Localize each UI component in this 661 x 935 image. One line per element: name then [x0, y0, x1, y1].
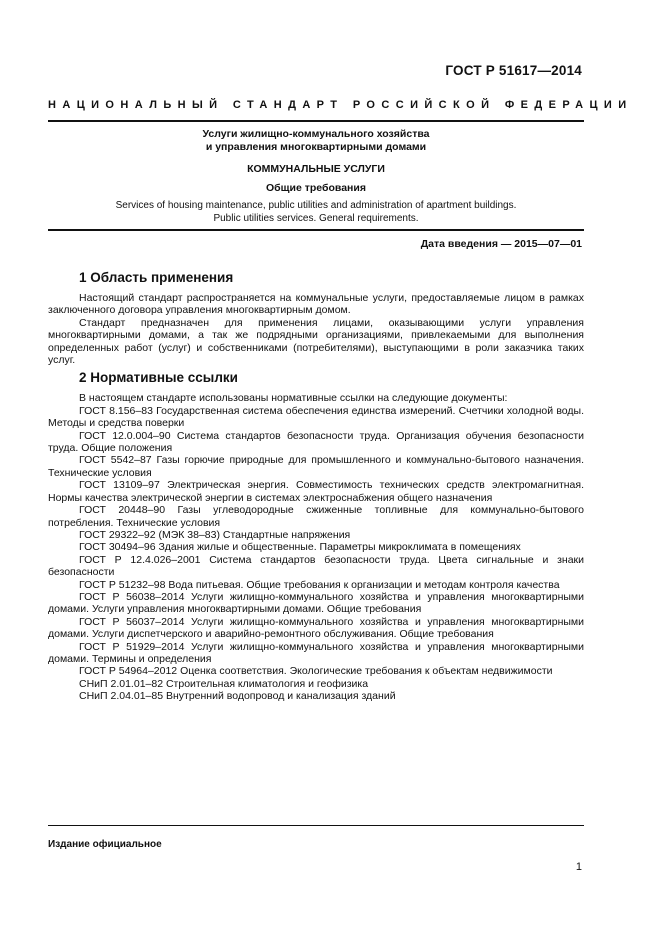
title-line-2: и управления многоквартирными домами: [205, 140, 427, 153]
reference-item: ГОСТ 13109–97 Электрическая энергия. Совместимость технических средств электромагнитная. Нормы качества электрической энергии в системах электроснабжения общего назначения: [48, 479, 584, 504]
page-number: 1: [575, 861, 582, 873]
reference-item: ГОСТ 8.156–83 Государственная система обеспечения единства измерений. Счетчики холодной воды. Методы и средства поверки: [48, 404, 584, 430]
reference-item: ГОСТ Р 54964–2012 Оценка соответствия. Экологические требования к объектам недвижимости: [79, 665, 553, 678]
reference-item: ГОСТ 5542–87 Газы горючие природные для промышленного и коммунально-бытового назначения. Технические условия: [48, 454, 584, 479]
reference-item: ГОСТ Р 51929–2014 Услуги жилищно-коммунального хозяйства и управления многоквартирными домами. Термины и определения: [48, 640, 584, 665]
official-edition-label: Издание официальное: [48, 839, 162, 850]
introduction-date: Дата введения — 2015—07—01: [420, 238, 582, 250]
section-1-paragraph: Стандарт предназначен для применения лицами, оказывающими услуги управления многоквартирными домами, а так же подрядными организациями, привлекаемыми для выполнения определенных работ (услуг) и собственниками (потребителями), выступающими в роли заказчика таких услуг.: [48, 316, 584, 367]
main-title: КОММУНАЛЬНЫЕ УСЛУГИ: [247, 163, 385, 175]
english-title-line-1: Services of housing maintenance, public utilities and administration of apartment buildings.: [115, 200, 517, 211]
reference-item: ГОСТ Р 12.4.026–2001 Система стандартов безопасности труда. Цвета сигнальные и знаки безопасности: [48, 553, 584, 579]
section-2-intro: В настоящем стандарте использованы нормативные ссылки на следующие документы:: [79, 392, 508, 405]
reference-item: ГОСТ Р 51232–98 Вода питьевая. Общие требования к организации и методам контроля качества: [79, 578, 560, 591]
title-divider: [48, 229, 584, 231]
section-2-heading: 2 Нормативные ссылки: [79, 370, 238, 386]
english-title: [48, 200, 584, 225]
title-line-1: Услуги жилищно-коммунального хозяйства: [202, 128, 430, 140]
reference-item: СНиП 2.01.01–82 Строительная климатология и геофизика: [79, 677, 369, 690]
subtitle: Общие требования: [266, 182, 366, 194]
header-divider: [48, 120, 584, 122]
document-title: [48, 128, 584, 153]
reference-item: ГОСТ Р 56037–2014 Услуги жилищно-коммунального хозяйства и управления многоквартирными домами. Услуги диспетчерского и аварийно-ремонтного обслуживания. Общие требования: [48, 615, 584, 641]
national-standard-header: НАЦИОНАЛЬНЫЙ СТАНДАРТ РОССИЙСКОЙ ФЕДЕРАЦИИ: [48, 99, 633, 111]
reference-item: ГОСТ Р 56038–2014 Услуги жилищно-коммунального хозяйства и управления многоквартирными домами. Услуги управления многоквартирными домами. Общие требования: [48, 590, 584, 616]
document-body: [48, 270, 584, 703]
reference-item: ГОСТ 30494–96 Здания жилые и общественные. Параметры микроклимата в помещениях: [79, 541, 521, 554]
english-title-line-2: Public utilities services. General requirements.: [213, 212, 419, 224]
reference-item: ГОСТ 29322–92 (МЭК 38–83) Стандартные напряжения: [79, 528, 351, 541]
reference-item: СНиП 2.04.01–85 Внутренний водопровод и канализация зданий: [79, 690, 396, 703]
reference-item: ГОСТ 20448–90 Газы углеводородные сжиженные топливные для коммунально-бытового потребления. Технические условия: [48, 504, 584, 529]
reference-item: ГОСТ 12.0.004–90 Система стандартов безопасности труда. Организация обучения безопасности труда. Общие положения: [48, 429, 584, 455]
section-1-paragraph: Настоящий стандарт распространяется на коммунальные услуги, предоставляемые лицом в рамках заключенного договора управления многоквартирным домом.: [48, 292, 584, 317]
section-1-heading: 1 Область применения: [79, 270, 234, 285]
footer-divider: [48, 825, 584, 826]
document-number: ГОСТ Р 51617—2014: [445, 63, 582, 78]
